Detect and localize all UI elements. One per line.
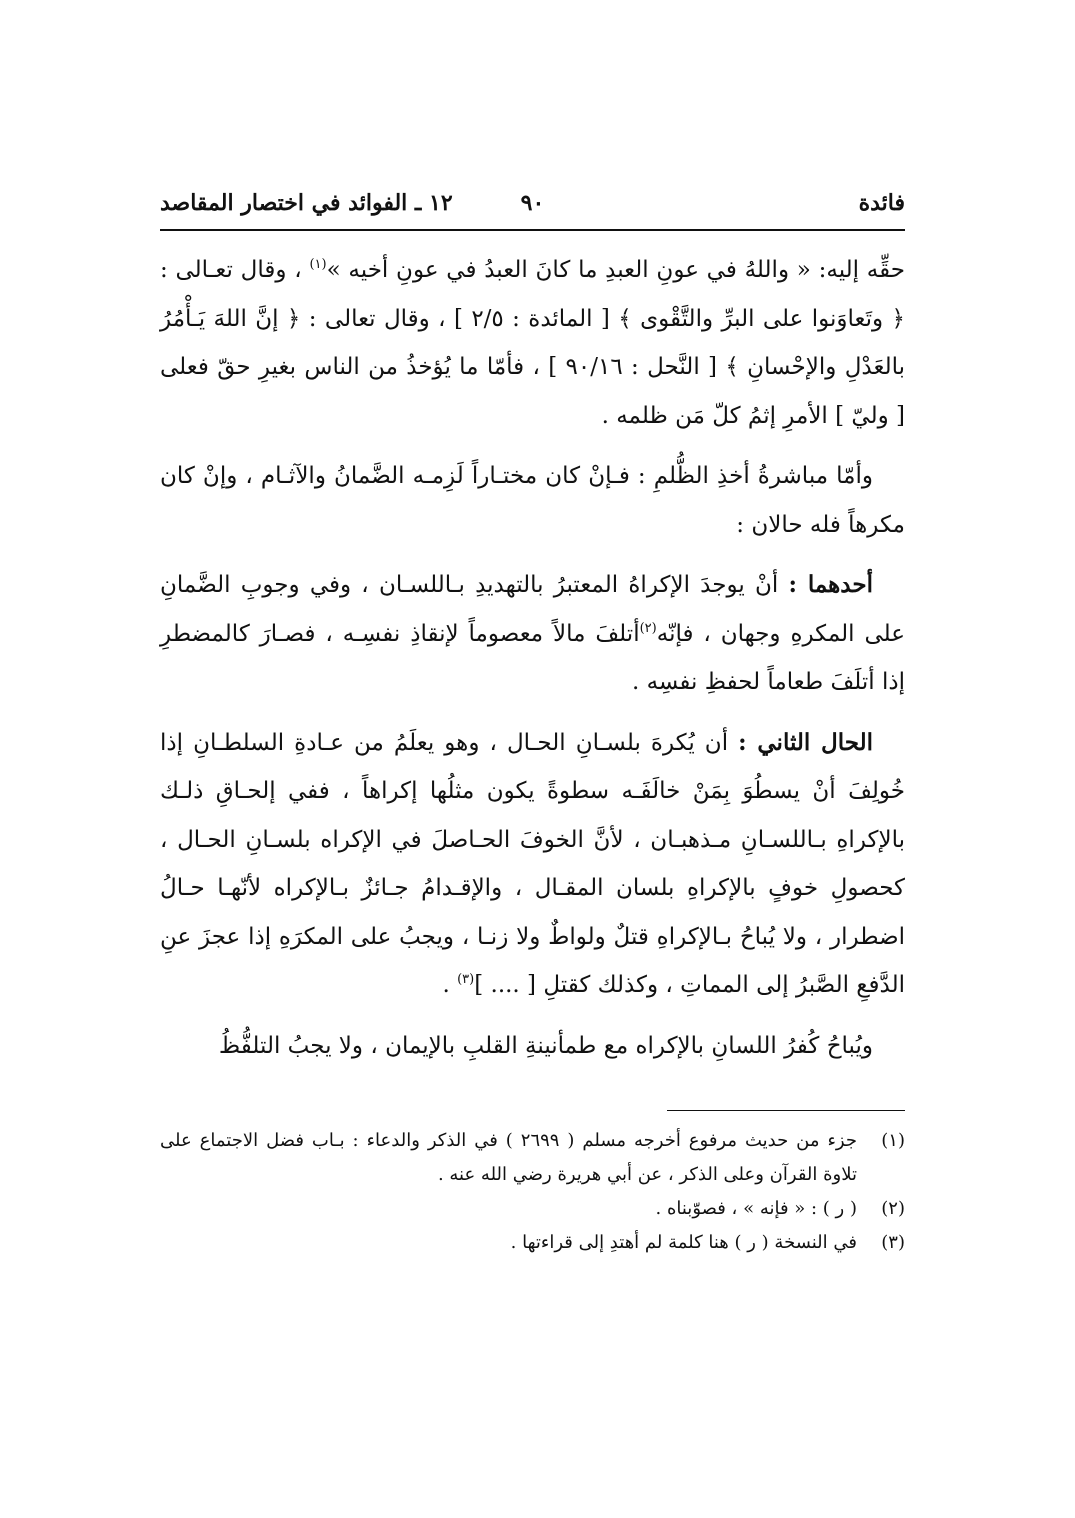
footnote-number: (١) [881, 1130, 905, 1151]
header-book-title: ١٢ ـ الفوائد في اختصار المقاصد [160, 190, 453, 216]
paragraph-4-part-b: . [442, 972, 450, 998]
footnote-ref-1: (١) [309, 257, 327, 272]
footnote-number: (٢) [881, 1198, 905, 1219]
paragraph-3-part-b: أتلفَ مالاً معصوماً لإنقاذِ نفسِـه ، فصـارَ كالمضطرِ إذا أتلَفَ طعاماً لحفظِ نفسِه . [160, 620, 905, 695]
footnote-1 [160, 1124, 905, 1192]
footnotes [160, 1124, 905, 1260]
footnote-ref-2: (٢) [639, 620, 657, 636]
page-number: ٩٠ [520, 190, 545, 216]
header-rule [160, 229, 905, 231]
footnote-text: ( ر ) : « فإنه » ، فصوّبناه . [655, 1198, 857, 1219]
footnote-text: جزء من حديث مرفوع أخرجه مسلم ( ٢٦٩٩ ) في الذكر والدعاء : بـاب فضل الاجتماع على تلاوة القرآن وعلى الذكر ، عن أبي هريرة رضي الله عنه . [160, 1130, 857, 1185]
header-section-title: فائدة [858, 190, 905, 216]
footnote-number: (٣) [881, 1232, 905, 1253]
footnote-3 [160, 1226, 905, 1260]
footnote-separator [667, 1110, 905, 1111]
footnote-text: في النسخة ( ر ) هنا كلمة لم أهتدِ إلى قراءتها . [510, 1232, 857, 1253]
paragraph-3-lead: أحدهما : [788, 571, 873, 598]
paragraph-1-part-a: حقِّه إليه: « واللهُ في عونِ العبدِ ما كانَ العبدُ في عونِ أخيه » [326, 257, 905, 283]
paragraph-1-part-b: ، وقال تعـالى : ﴿ وتَعاوَنوا على البرِّ والتَّقْوى ﴾ [ المائدة : ٢/٥ ] ، وقال تعالى : ﴿ إنَّ اللهَ يَـأْمُرُ بالعَدْلِ والإحْسانِ ﴾ [ النَّحل : ٩٠/١٦ ] ، فأمّا ما يُؤخذُ من الناس بغيرِ حقّ فعلى [ وليّ ] الأمرِ إثمُ كلّ مَن ظلمه . [160, 257, 905, 429]
paragraph-1 [160, 246, 905, 440]
paragraph-2: وأمّا مباشرةُ أخذِ الظُّلمِ : فـإنْ كان مختـاراً لَزِمـه الضَّمانُ والآثـام ، وإنْ كان مكرهاً فله حالان : [160, 463, 905, 538]
paragraph-4-part-a: أن يُكرهَ بلسـانِ الحـال ، وهو يعلَمُ من عـادةِ السلطـانِ إذا خُولِفَ أنْ يسطُوَ بِمَنْ خالَفَـه سطوةً يكون مثلُها إكراهاً ، ففي إلحـاقِ ذلـك بالإكراهِ بـاللسـانِ مـذهبـان ، لأنَّ الخوفَ الحـاصلَ في الإكراه بلسـانِ الحـال ، كحصولِ خوفٍ بالإكراهِ بلسان المقـال ، والإقـدامُ جـائزٌ بـالإكراه لأنّهـا حـالُ اضطرار ، ولا يُباحُ بـالإكراهِ قتلٌ ولواطٌ ولا زنـا ، ويجبُ على المكرَهِ إذا عجزَ عنِ الدَّفعِ الصَّبرُ إلى المماتِ ، وكذلك كقتلِ [ .... ] [160, 729, 905, 998]
paragraph-4 [160, 719, 905, 1010]
main-text [160, 246, 905, 1082]
footnote-ref-3: (٣) [457, 972, 475, 987]
paragraph-4-lead: الحال الثاني : [738, 728, 874, 756]
paragraph-3 [160, 561, 905, 707]
paragraph-3-part-a: أنْ يوجدَ الإكراهُ المعتبرُ بالتهديدِ بـاللسـان ، وفي وجوبِ الضَّمانِ على المكرهِ وجهان ، فإنّه [160, 572, 905, 647]
paragraph-5: ويُباحُ كُفرُ اللسانِ بالإكراه مع طمأنينةِ القلبِ بالإيمان ، ولا يجبُ التلفُّظُ [218, 1032, 873, 1059]
running-header [160, 186, 905, 226]
footnote-2 [160, 1192, 905, 1226]
